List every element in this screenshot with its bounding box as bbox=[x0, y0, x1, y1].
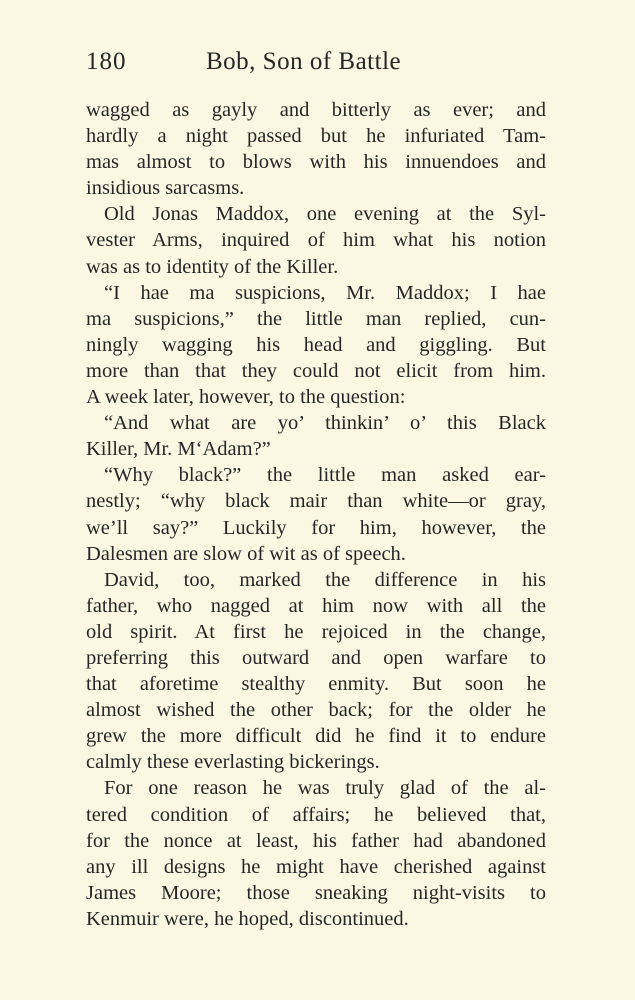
text-line: David, too, marked the difference in his bbox=[104, 568, 546, 591]
text-line: calmly these everlasting bickerings. bbox=[86, 751, 380, 774]
text-line: hardly a night passed but he infuriated Tam- bbox=[86, 125, 546, 148]
text-line: ningly wagging his head and giggling. But bbox=[86, 333, 546, 356]
text-line: old spirit. At first he rejoiced in the change, bbox=[86, 620, 546, 643]
running-title: Bob, Son of Battle bbox=[206, 48, 402, 75]
body-text bbox=[86, 97, 546, 932]
text-line: Kenmuir were, he hoped, discontinued. bbox=[86, 907, 409, 930]
text-line: A week later, however, to the question: bbox=[86, 386, 406, 409]
text-line: almost wished the other back; for the older he bbox=[86, 699, 546, 722]
text-line: Killer, Mr. M‘Adam?” bbox=[86, 438, 271, 461]
text-line: James Moore; those sneaking night-visits to bbox=[86, 881, 546, 904]
text-line: any ill designs he might have cherished against bbox=[86, 855, 546, 878]
text-line: “I hae ma suspicions, Mr. Maddox; I hae bbox=[104, 281, 546, 304]
text-line: Old Jonas Maddox, one evening at the Syl- bbox=[104, 203, 546, 226]
text-line: Dalesmen are slow of wit as of speech. bbox=[86, 542, 406, 565]
text-line: grew the more difficult did he find it to endure bbox=[86, 725, 546, 748]
text-line: father, who nagged at him now with all the bbox=[86, 594, 546, 617]
text-line: that aforetime stealthy enmity. But soon he bbox=[86, 673, 546, 696]
text-line: insidious sarcasms. bbox=[86, 177, 245, 200]
text-line: mas almost to blows with his innuendoes and bbox=[86, 151, 546, 174]
text-line: wagged as gayly and bitterly as ever; and bbox=[86, 99, 546, 121]
text-line: “Why black?” the little man asked ear- bbox=[104, 464, 546, 487]
text-line: For one reason he was truly glad of the al- bbox=[104, 777, 546, 800]
page-number: 180 bbox=[86, 48, 127, 75]
page-header bbox=[86, 48, 546, 84]
text-line: “And what are yo’ thinkin’ o’ this Black bbox=[104, 412, 546, 435]
text-line: for the nonce at least, his father had abandoned bbox=[86, 829, 546, 852]
text-line: ma suspicions,” the little man replied, cun- bbox=[86, 307, 546, 330]
text-line: was as to identity of the Killer. bbox=[86, 255, 339, 278]
text-line: tered condition of affairs; he believed that, bbox=[86, 803, 546, 826]
text-line: nestly; “why black mair than white—or gray, bbox=[86, 490, 546, 513]
text-line: preferring this outward and open warfare to bbox=[86, 646, 546, 669]
text-line: we’ll say?” Luckily for him, however, the bbox=[86, 516, 546, 539]
text-line: vester Arms, inquired of him what his notion bbox=[86, 229, 546, 252]
text-line: more than that they could not elicit from him. bbox=[86, 359, 546, 382]
